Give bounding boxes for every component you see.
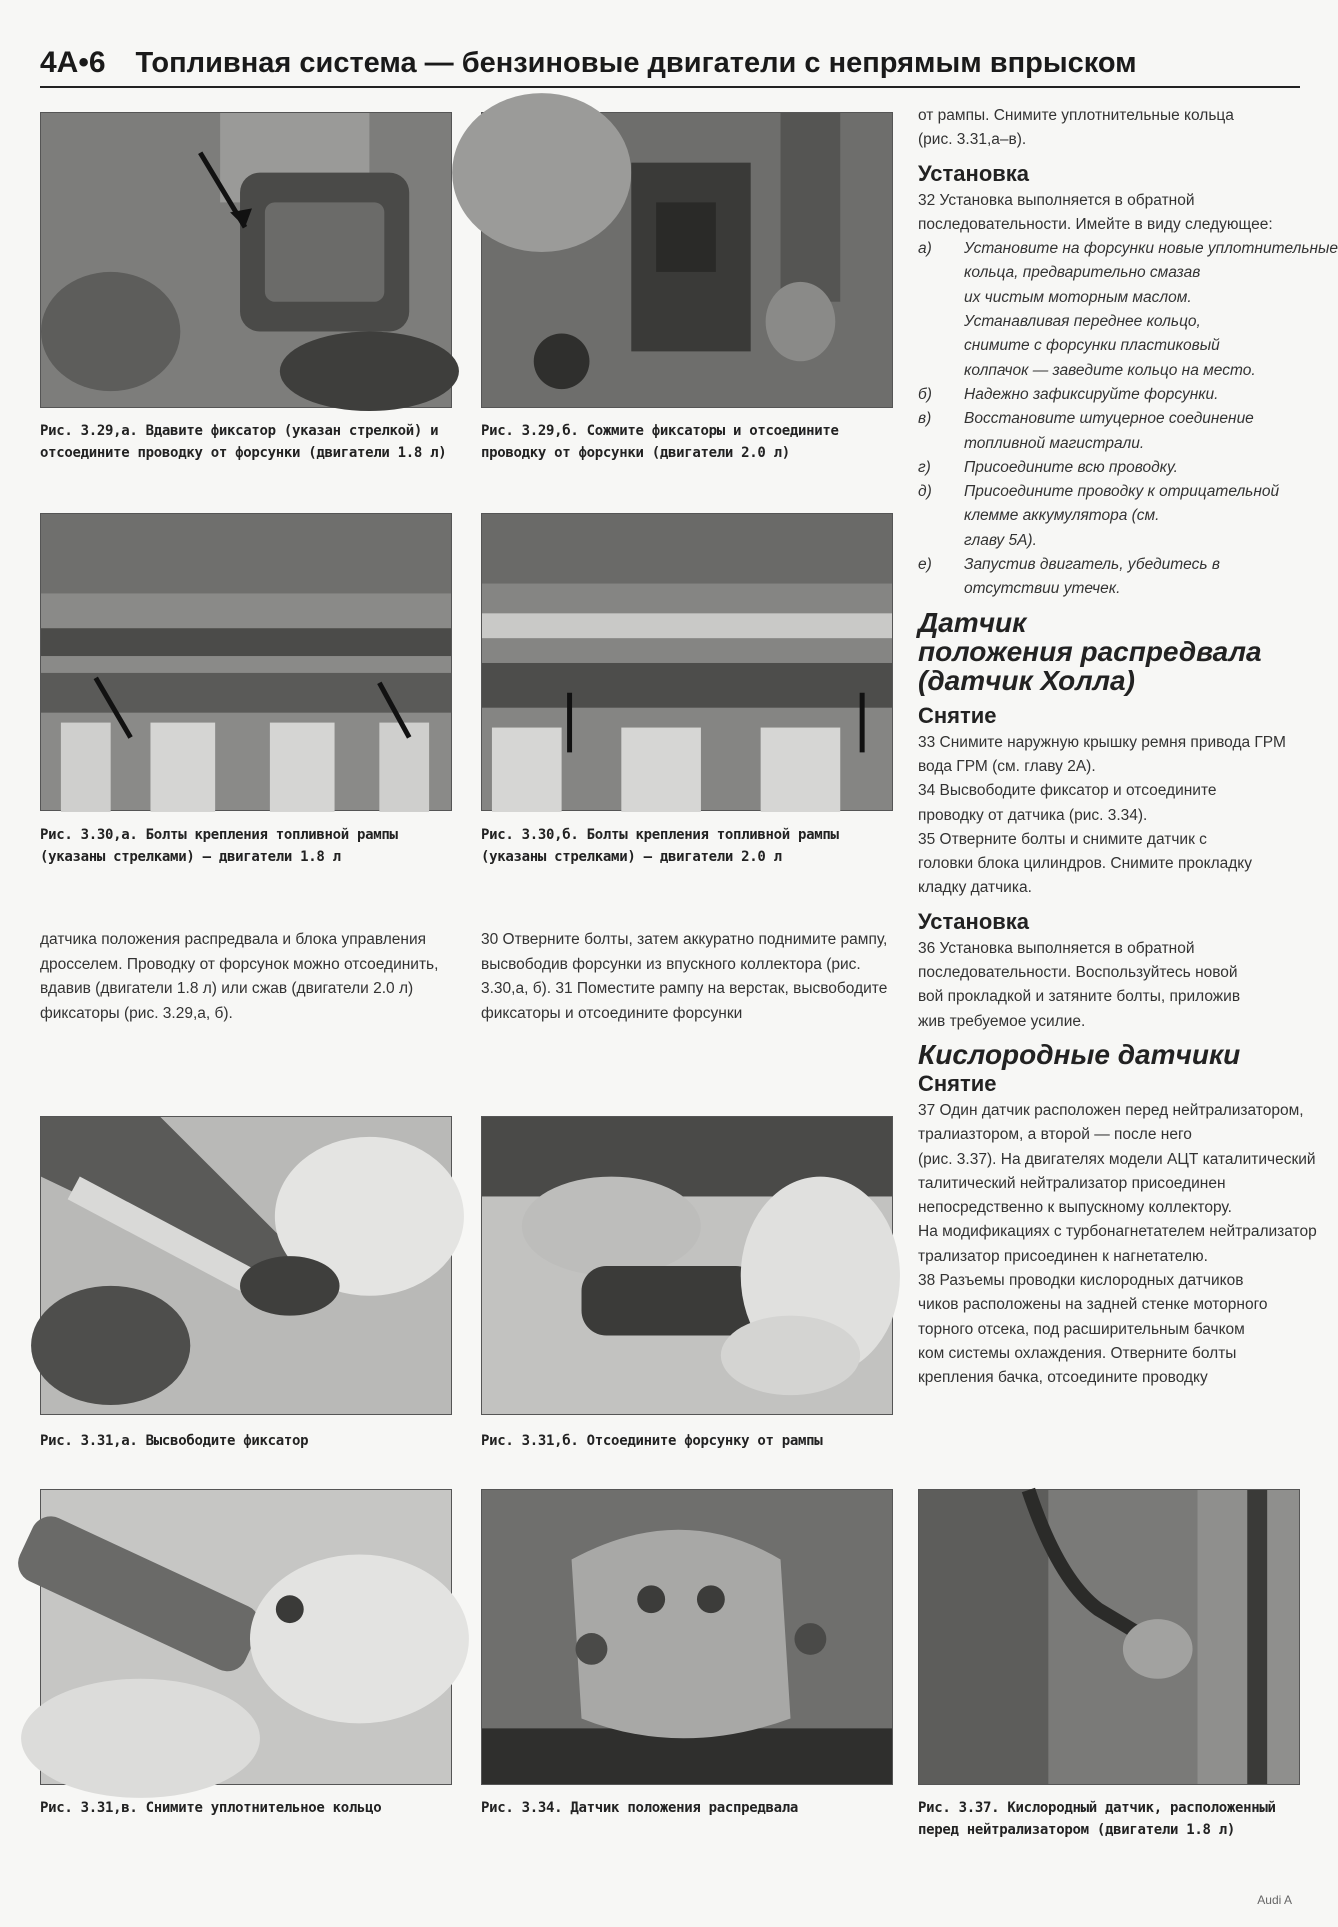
intro-line: от рампы. Снимите уплотнительные кольца <box>918 107 1234 124</box>
list-item-line: колпачок — заведите кольцо на место. <box>964 361 1256 379</box>
list-item-line: Устанавливая переднее кольцо, <box>964 313 1201 331</box>
list-marker: е) <box>918 556 932 574</box>
caption-fig-3-29b: Рис. 3.29,б. Сожмите фиксаторы и отсоедините проводку от форсунки (двигатели 2.0 л) <box>481 423 839 461</box>
photo-fig-3-31c <box>40 1489 452 1785</box>
photo-fig-3-30a <box>40 513 452 811</box>
removal-text-line: чиков расположены на задней стенке моторного <box>918 1296 1268 1314</box>
list-item-line: отсутствии утечек. <box>964 580 1121 598</box>
list-marker: д) <box>918 483 932 501</box>
list-item-line: кольца, предварительно смазав <box>964 264 1201 282</box>
photo-fig-3-31a <box>40 1116 452 1415</box>
install-heading: Установка <box>918 160 1030 186</box>
list-item-line: Надежно зафиксируйте форсунки. <box>964 385 1219 403</box>
section-heading-line: (датчик Холла) <box>918 664 1135 696</box>
caption-fig-3-31c: Рис. 3.31,в. Снимите уплотнительное кольцо <box>40 1800 382 1816</box>
photo-fig-3-30b <box>481 513 893 811</box>
removal-text-line: тралиазтором, а второй — после него <box>918 1126 1192 1144</box>
list-marker: в) <box>918 410 932 428</box>
list-item-line: Присоедините проводку к отрицательной <box>964 483 1280 501</box>
list-item-line: их чистым моторным маслом. <box>964 288 1192 306</box>
removal-text-line: вода ГРМ (см. главу 2А). <box>918 757 1096 775</box>
install-text-line: 36 Установка выполняется в обратной <box>918 939 1195 957</box>
list-marker: б) <box>918 385 932 403</box>
removal-heading: Снятие <box>918 702 997 728</box>
removal-text-line: На модификациях с турбонагнетателем нейтрализатор <box>918 1223 1317 1241</box>
install-text-line: 32 Установка выполняется в обратной <box>918 191 1195 209</box>
list-marker: а) <box>918 240 932 258</box>
caption-fig-3-34: Рис. 3.34. Датчик положения распредвала <box>481 1800 799 1816</box>
list-item-line: Присоедините всю проводку. <box>964 458 1178 476</box>
removal-text-line: 37 Один датчик расположен перед нейтрализатором, <box>918 1101 1304 1119</box>
removal-text-line: кладку датчика. <box>918 879 1032 897</box>
removal-text-line: трализатор присоединен к нагнетателю. <box>918 1247 1208 1265</box>
list-item-line: Установите на форсунки новые уплотнительные <box>964 240 1338 258</box>
list-item-line: главу 5А). <box>964 531 1037 549</box>
removal-text-line: головки блока цилиндров. Снимите прокладку <box>918 855 1252 873</box>
caption-fig-3-31a: Рис. 3.31,а. Высвободите фиксатор <box>40 1433 309 1449</box>
install-text-line: последовательности. Воспользуйтесь новой <box>918 964 1238 982</box>
photo-fig-3-29a <box>40 112 452 408</box>
body-text-col2: 30 Отверните болты, затем аккуратно поднимите рампу, высвободив форсунки из впускного коллектора (рис. 3.30,а, б). 31 Поместите рампу на верстак, высвободите фиксаторы и отсоедините форсунки <box>481 931 888 1022</box>
caption-fig-3-29a: Рис. 3.29,а. Вдавите фиксатор (указан стрелкой) и отсоедините проводку от форсунки (двигатели 1.8 л) <box>40 423 447 461</box>
list-item-line: снимите с форсунки пластиковый <box>964 337 1220 355</box>
body-text-col1: датчика положения распредвала и блока управления дросселем. Проводку от форсунок можно отсоединить, вдавив (двигатели 1.8 л) или сжав (двигатели 2.0 л) фиксаторы (рис. 3.29,а, б). <box>40 931 439 1022</box>
page-header <box>40 42 1300 88</box>
section-heading-line: Датчик <box>918 606 1027 638</box>
removal-text-line: непосредственно к выпускному коллектору. <box>918 1199 1232 1217</box>
list-item <box>918 553 1300 602</box>
photo-fig-3-29b <box>481 112 893 408</box>
list-item-line: клемме аккумулятора (см. <box>964 507 1160 525</box>
removal-heading: Снятие <box>918 1070 997 1096</box>
caption-fig-3-30a: Рис. 3.30,а. Болты крепления топливной рампы (указаны стрелками) — двигатели 1.8 л <box>40 827 398 865</box>
caption-fig-3-37: Рис. 3.37. Кислородный датчик, расположенный перед нейтрализатором (двигатели 1.8 л) <box>918 1800 1276 1838</box>
photo-fig-3-31b <box>481 1116 893 1415</box>
removal-text-line: 38 Разъемы проводки кислородных датчиков <box>918 1271 1244 1289</box>
removal-text-line: 35 Отверните болты и снимите датчик с <box>918 830 1207 848</box>
removal-text-line: торного отсека, под расширительным бачком <box>918 1320 1245 1338</box>
list-item <box>918 383 1300 407</box>
photo-fig-3-34 <box>481 1489 893 1785</box>
section-heading-line: положения распредвала <box>918 635 1262 667</box>
list-item <box>918 456 1300 480</box>
install-text-line: последовательности. Имейте в виду следующее: <box>918 215 1273 233</box>
list-item <box>918 237 1338 383</box>
footer-mark: Audi A <box>1257 1893 1292 1907</box>
right-text-column <box>918 104 1338 1504</box>
section-heading: Кислородные датчики <box>918 1038 1241 1070</box>
list-item-line: Восстановите штуцерное соединение <box>964 410 1254 428</box>
list-marker: г) <box>918 458 931 476</box>
install-heading: Установка <box>918 908 1030 934</box>
list-item <box>918 480 1300 553</box>
list-item <box>918 407 1300 456</box>
removal-text-line: талитический нейтрализатор присоединен <box>918 1174 1226 1192</box>
page-number: 4A•6 <box>40 46 106 79</box>
removal-text-line: 33 Снимите наружную крышку ремня привода ГРМ <box>918 733 1286 751</box>
caption-fig-3-31b: Рис. 3.31,б. Отсоедините форсунку от рампы <box>481 1433 823 1449</box>
caption-fig-3-30b: Рис. 3.30,б. Болты крепления топливной рампы (указаны стрелками) — двигатели 2.0 л <box>481 827 839 865</box>
removal-text-line: проводку от датчика (рис. 3.34). <box>918 806 1148 824</box>
removal-text-line: ком системы охлаждения. Отверните болты <box>918 1344 1237 1362</box>
intro-line: (рис. 3.31,а–в). <box>918 131 1027 149</box>
list-item-line: Запустив двигатель, убедитесь в <box>964 556 1220 574</box>
page-title: Топливная система — бензиновые двигатели с непрямым впрыском <box>135 47 1137 79</box>
install-text-line: жив требуемое усилие. <box>918 1012 1086 1030</box>
removal-text-line: крепления бачка, отсоедините проводку <box>918 1369 1208 1387</box>
install-text-line: вой прокладкой и затяните болты, приложив <box>918 988 1241 1006</box>
removal-text-line: 34 Высвободите фиксатор и отсоедините <box>918 782 1217 800</box>
removal-text-line: (рис. 3.37). На двигателях модели АЦТ каталитический <box>918 1150 1316 1168</box>
list-item-line: топливной магистрали. <box>964 434 1145 452</box>
photo-fig-3-37 <box>918 1489 1300 1785</box>
